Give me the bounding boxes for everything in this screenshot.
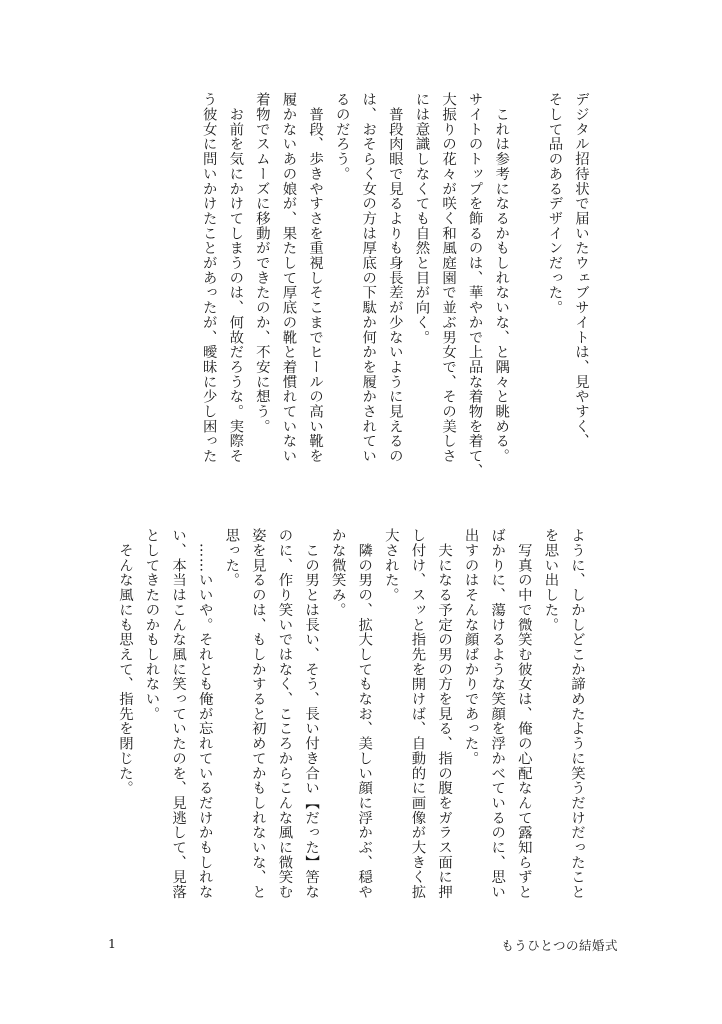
book-title: もうひとつの結婚式	[501, 938, 618, 953]
body-text-upper: デジタル招待状で届いたウェブサイトは、見やすく、 そして品のあるデザインだった。 これは参考になるかもしれないな、と隅々と眺める。 サイトのトップを飾るのは、華やかで上品な着物を着て、 大振りの花々が咲く和風庭園で並ぶ男女で、その美しさ には意識しなくても自然と目が向く。 普段肉眼で見るよりも身長差が少ないように見えるの は、おそらく女の方は厚底の下駄か何かを履かされてい るのだろう。 普段、歩きやすさを重視しそこまでヒールの高い靴を 履かないあの娘が、果たして厚底の靴と着慣れていない 着物でスムーズに移動ができたのか、不安に想う。 お前を気にかけてしまうのは、何故だろうな。実際そ う彼女に問いかけたことがあったが、曖昧に少し困った	[200, 92, 589, 479]
body-text-lower: ように、しかしどこか諦めたように笑うだけだったこと を思い出した。 写真の中で微笑む彼女は、俺の心配なんて露知らずと ばかりに、蕩けるような笑顔を浮かべているのに、思い 出すのはそんな顔ばかりであった。 夫になる予定の男の方を見る、指の腹をガラス面に押 し付け、スッと指先を開けば、自動的に画像が大きく拡 大された。 隣の男の、拡大してもなお、美しい顔に浮かぶ、穏や かな微笑み。 この男とは長い、そう、長い付き合い【だった】筈な のに、作り笑いではなく、こころからこんな風に微笑む 姿を見るのは、もしかすると初めてかもしれないな、と 思った。 ……いいや。それとも俺が忘れているだけかもしれな い、本当はこんな風に笑っていたのを、見逃して、見落 としてきたのかもしれない。 そんな風にも思えて、指先を閉じた。	[116, 528, 585, 900]
page-number: 1	[108, 936, 116, 951]
